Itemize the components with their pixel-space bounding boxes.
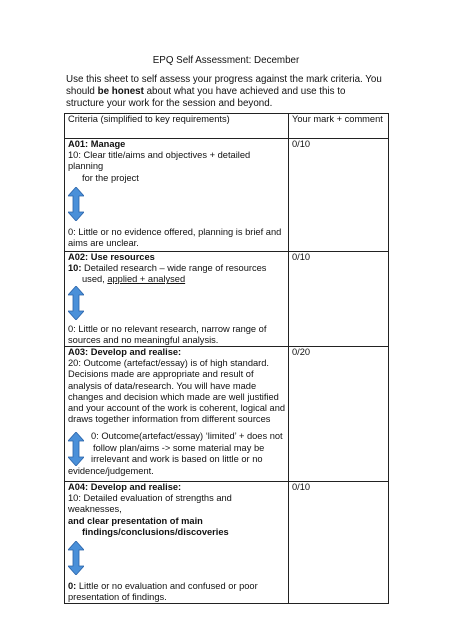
intro-text-1: Use this sheet to self assess your progress against the mark criteria. You should [66, 74, 382, 97]
row-title: A04: Develop and realise: [68, 482, 182, 493]
criteria-row-a02 [65, 252, 389, 347]
low-score: 0: [68, 581, 77, 592]
document-title: EPQ Self Assessment: December [152, 55, 300, 66]
header-criteria: Criteria (simplified to key requirements) [65, 114, 289, 139]
high-cont-underline: applied + analysed [107, 274, 186, 285]
up-down-arrow-icon [68, 187, 84, 221]
high-descriptor-bold-2: findings/conclusions/discoveries [82, 526, 229, 537]
row-title: A03: Develop and realise: [68, 347, 182, 358]
mark-cell-a02: 0/10 [289, 252, 389, 347]
intro-paragraph [66, 74, 386, 109]
criteria-cell-a01 [65, 139, 289, 252]
header-mark: Your mark + comment [289, 114, 389, 139]
table-header-row [65, 114, 389, 139]
low-text: Little or no evaluation and confused or poor presentation of findings. [68, 581, 258, 603]
low-line-1: 0: Outcome(artefact/essay) ‘limited’ + does not [91, 431, 283, 442]
criteria-table [64, 113, 389, 604]
intro-text-2: about what you have achieved and use this to structure your work for the session and beyond. [66, 85, 346, 109]
low-descriptor-lines [91, 431, 283, 465]
low-line-4: evidence/judgement. [68, 466, 154, 477]
low-line-3: irrelevant and work is based on little or no [91, 453, 263, 464]
low-descriptor: 0: Little or no evidence offered, planning is brief and aims are unclear. [68, 226, 282, 249]
mark-cell-a04: 0/10 [289, 482, 389, 604]
low-descriptor: 0: Little or no relevant research, narrow range of sources and no meaningful analysis. [68, 323, 267, 345]
high-descriptor: 10: Detailed evaluation of strengths and weaknesses, [68, 493, 232, 515]
high-cont-plain: used, [82, 274, 108, 285]
low-line-2: follow plan/aims -> some material may be [93, 442, 265, 453]
high-descriptor-cont: for the project [82, 172, 139, 183]
high-descriptor-bold-1: and clear presentation of main [68, 515, 203, 526]
high-descriptor-cont [68, 274, 286, 285]
mark-cell-a03: 0/20 [289, 347, 389, 482]
criteria-row-a03 [65, 347, 389, 482]
low-descriptor [68, 581, 286, 603]
criteria-cell-a03 [65, 347, 289, 482]
up-down-arrow-icon [68, 286, 84, 320]
high-descriptor [68, 263, 286, 274]
criteria-cell-a02 [65, 252, 289, 347]
intro-emphasis: be honest [97, 85, 144, 97]
criteria-row-a01 [65, 139, 389, 252]
criteria-row-a04 [65, 482, 389, 604]
low-descriptor-block [68, 431, 286, 466]
criteria-cell-a04 [65, 482, 289, 604]
row-title: A02: Use resources [68, 252, 155, 262]
mark-cell-a01: 0/10 [289, 139, 389, 252]
up-down-arrow-icon [68, 432, 84, 466]
row-title: A01: Manage [68, 139, 126, 149]
high-descriptor: 10: Clear title/aims and objectives + detailed planning [68, 150, 251, 172]
high-descriptor: 20: Outcome (artefact/essay) is of high standard. Decisions made are appropriate and result of analysis of data/research. You will have made changes and decision which made are well justified and your account of the work is coherent, logical and draws together information from different sources [68, 358, 286, 425]
up-down-arrow-icon [68, 541, 84, 575]
high-score: 10: [68, 263, 82, 274]
high-text: Detailed research – wide range of resources [81, 263, 267, 274]
